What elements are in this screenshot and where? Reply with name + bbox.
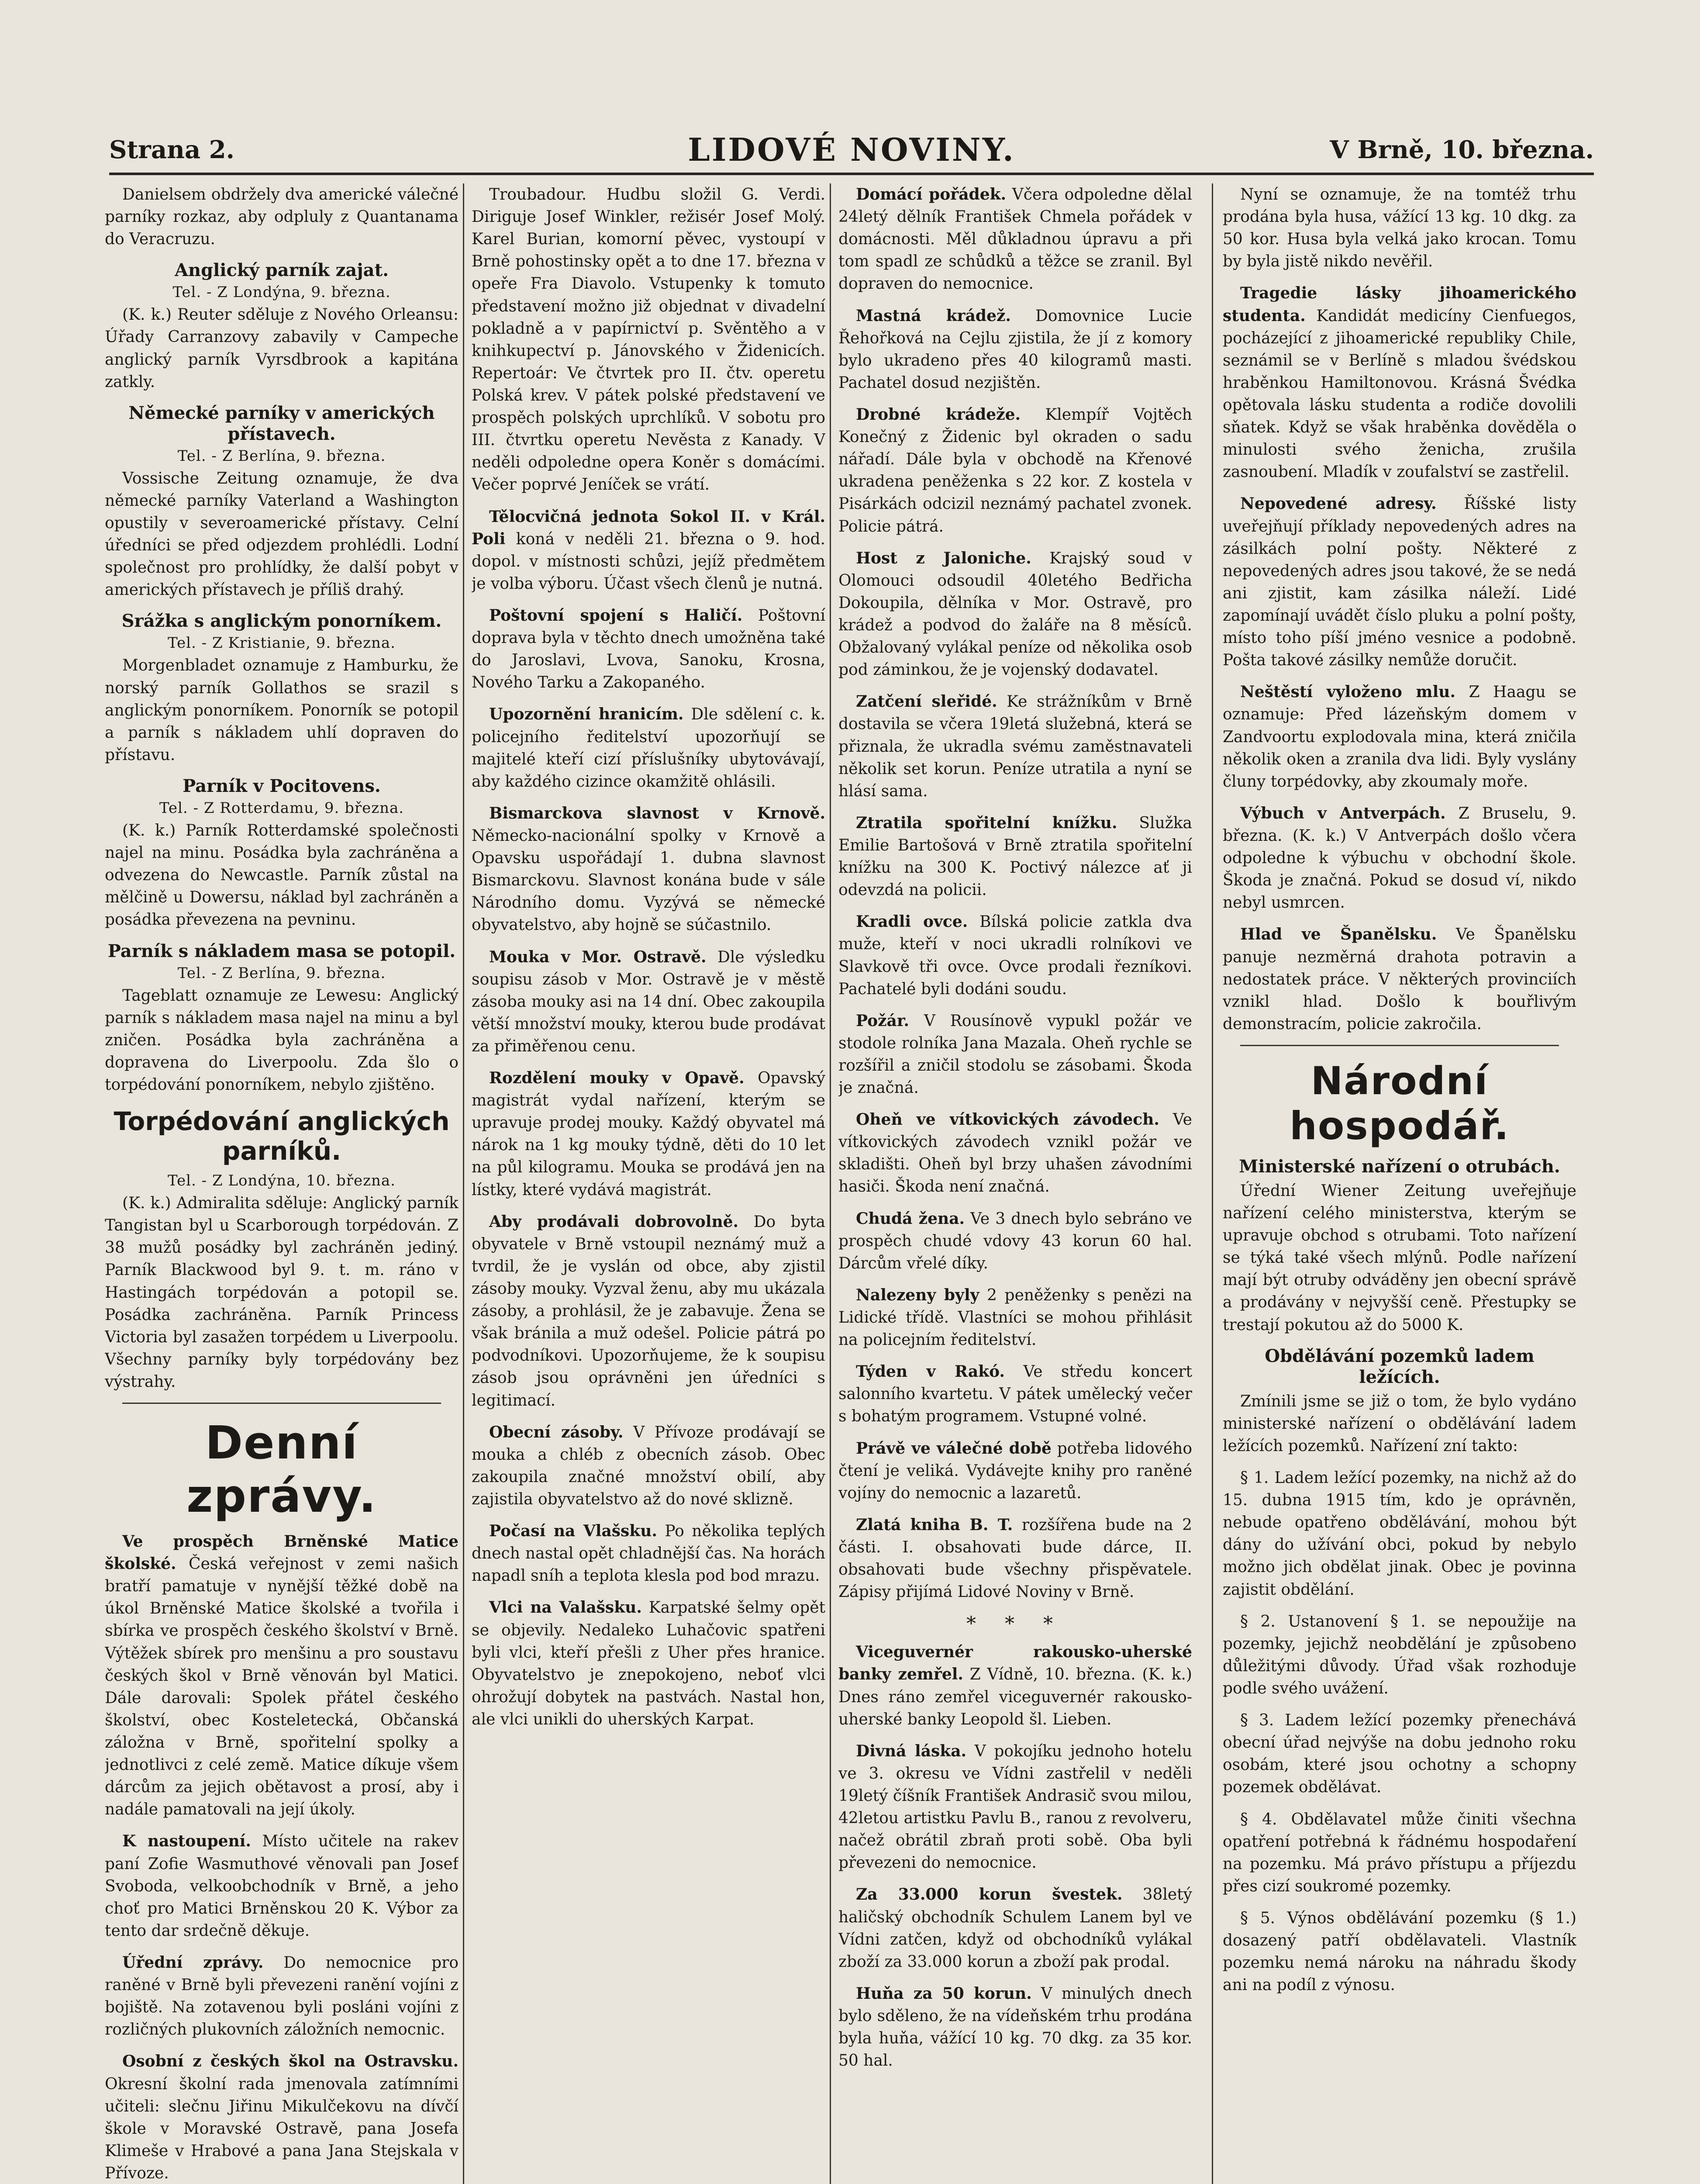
article (838, 1208, 1192, 1275)
article (1223, 1180, 1576, 1336)
article-lead: Oheň ve vítkovických závodech. (856, 1110, 1159, 1129)
article (838, 547, 1192, 681)
article-body: 2 peněženky s penězi na Lidické třídě. Vlastníci se mohou přihlásit na policejním ředitelství. (838, 1286, 1192, 1349)
article-lead: Ve prospěch Brněnské Matice školské. (105, 1532, 459, 1573)
section-subheading: Ministerské nařízení o otrubách. (1239, 1156, 1560, 1177)
article-lead: Nalezeny byly (856, 1286, 979, 1304)
article-body: Ke strážníkům v Brně dostavila se včera 19letá služebná, která se přiznala, že ukradla svému zaměstnavateli několik set korun. Peníze utratila a nyní se hlásí sama. (838, 693, 1192, 800)
article (472, 605, 825, 694)
article (838, 1284, 1192, 1351)
article-body: Ve Španělsku panuje nezměrná drahota potravin a nedostatek práce. V některých provinciích vznikl hlad. Došlo k bouřlivým demonstracím, policie zakročila. (1223, 926, 1576, 1033)
article-lead: Poštovní spojení s Haličí. (489, 606, 743, 625)
article (105, 403, 459, 601)
article-dateline: Z Vídně, 10. března. (K. k.) (969, 1666, 1192, 1684)
article-body: Kandidát medicíny Cienfuegos, pocházející z jihoamerické republiky Chile, seznámil se v Berlíně s mladou švédskou hraběnkou Hamiltonovou. Krásná Švédka opětovala lásku studenta a rodiče dovolili sňatek. Když se však hraběnka dověděla o minulosti svého ženicha, zrušila zasnoubení. Mladík v zoufalství se zastřelil. (1223, 307, 1576, 481)
article-lead: Chudá žena. (856, 1209, 965, 1228)
article-lead: Obecní zásoby. (489, 1423, 624, 1441)
article-lead: Neštěstí vyloženo mlu. (1240, 683, 1455, 702)
article-lead: Počasí na Vlašsku. (489, 1522, 657, 1541)
article-lead: Zlatá kniha B. T. (856, 1515, 1013, 1534)
article-title: Německé parníky v amerických přístavech. (128, 402, 435, 444)
article-body: Německo-nacionální spolky v Krnově a Opavsku uspořádají 1. dubna slavnost Bismarckovu. Slavnost konána bude v sále Národního domu. Vyzývá se německé obyvatelstvo, aby hojně se súčastnilo. (472, 826, 825, 934)
article (105, 611, 459, 766)
article-body: Bílská policie zatkla dva muže, kteří v noci ukradli rolníkovi ve Slavkově tři ovce. Ovce prodali řezníkovi. Pachatelé byli dodáni soudu. (838, 913, 1192, 998)
article-body: V pokojíku jednoho hotelu ve 3. okresu ve Vídni zastřelil v neděli 19letý číšník František Andrasič svou milou, 42letou artistku Pavlu B., ranou z revolveru, načež obrátil zbraň proti sobě. Oba byli převezeni do nemocnice. (838, 1742, 1192, 1872)
article-body: Dnes ráno zemřel viceguvernér rakousko-uherské banky Leopold šl. Lieben. (838, 1688, 1192, 1728)
article (105, 2050, 459, 2184)
article-body: rozšířena bude na 2 části. I. obsahovati bude dárce, II. obsahovati bude všechny přispěvatele. Zápisy přijímá Lidové Noviny v Brně. (838, 1516, 1192, 1601)
article (472, 1421, 825, 1510)
article-body: Nyní se oznamuje, že na tomtéž trhu prodána byla husa, vážící 13 kg. 10 dkg. za 50 kor. Husa byla velká jako krocan. Tomu by byla jistě nikdo nevěřil. (1223, 186, 1576, 271)
article (105, 1106, 459, 1393)
article-body: (K. k.) Reuter sděluje z Nového Orleansu: Úřady Carranzovy zabavily v Campeche anglický parník Vyrsdbrook a kapitána zatkly. (105, 306, 459, 391)
article-lead: Právě ve válečné době (856, 1439, 1052, 1458)
column-rule (463, 183, 464, 2184)
article-body: Karpatské šelmy opět se objevily. Nedaleko Luhačovic spatřeni byli vlci, kteří přešli z Uher přes hranice. Obyvatelstvo je znepokojeno, neboť vlci ohrožují dobytek na pastvách. Nastal hon, ale vlci unikli do uherských Karpat. (472, 1599, 825, 1728)
article-dateline: Tel. - Z Rotterdamu, 9. března. (159, 799, 404, 817)
article-dateline: Tel. - Z Kristianie, 9. března. (168, 634, 396, 652)
article-body: Tageblatt oznamuje ze Lewesu: Anglický parník s nákladem masa najel na minu a byl zničen. Posádka byla zachráněna a dopravena do Liverpoolu. Zda šlo o torpédování ponorníkem, nebylo zjištěno. (105, 986, 459, 1094)
article (838, 1361, 1192, 1427)
article (838, 691, 1192, 802)
article-lead: Mastná krádež. (856, 306, 1011, 325)
article (472, 703, 825, 792)
article (1223, 282, 1576, 483)
article (838, 911, 1192, 1000)
article-body: Do nemocnice pro raněné v Brně byli převezeni ranění vojíni z bojiště. Na zotavenou byli posláni vojíni z rozličných plukovních záložních nemocnic. (105, 1954, 459, 2039)
article-body: V minulých dnech bylo sděleno, že na vídeňském trhu prodána byla huňa, vážící 10 kg. 70 dkg. za 35 kor. 50 hal. (838, 1984, 1192, 2070)
page-header (109, 131, 1594, 175)
article-title: Srážka s anglickým ponorníkem. (121, 611, 442, 632)
article-lead: Mouka v Mor. Ostravě. (489, 947, 707, 966)
article-lead: Osobní z českých škol na Ostravsku. (122, 2052, 459, 2071)
article-body: Domovnice Lucie Řehořková na Cejlu zjistila, že jí z komory bylo ukradeno přes 40 kilogramů masti. Pachatel dosud nezjištěn. (838, 307, 1192, 392)
article-body: Místo učitele na rakev paní Zofie Wasmuthové věnovali pan Josef Svoboda, velkoobchodník v Brně, a jeho choť pro Matici Brněnskou 20 K. Výbor za tento dar srdečně děkuje. (105, 1832, 459, 1940)
article (838, 1983, 1192, 2072)
article-body: Troubadour. Hudbu složil G. Verdi. Diriguje Josef Winkler, režisér Josef Molý. Karel Burian, komorní pěvec, vystoupí v Brně pohostinsky opět a to dne 17. března v opeře Fra Diavolo. Vstupenky k tomuto představení možno již objednat v divadelní pokladně a v papírnictví p. Svěntěho a v knihkupectví p. Jánovského v Židenicích. Repertoár: Ve čtvrtek pro II. čtv. operetu Polská krev. V pátek polské představení ve prospěch polských uprchlíků. V sobotu pro III. čtvrtku operetu Nevěsta z Kanady. V neděli odpoledne opera Koněr s domácími. Večer poprvé Jeníček se vrátí. (472, 186, 825, 494)
article (472, 183, 825, 496)
article-body: Vossische Zeitung oznamuje, že dva německé parníky Vaterland a Washington opustily v severoamerické přístavy. Celní úředníci se před odjezdem prohlédli. Lodní společnost pro prohlídky, že další pobyt v amerických přístavech je příliš drahý. (105, 469, 459, 599)
article-title: Parník s nákladem masa se potopil. (107, 940, 456, 961)
article-body: potřeba lidového čtení je veliká. Vydávejte knihy pro raněné vojíny do nemocnic a lazaretů. (838, 1439, 1192, 1502)
article-body: 38letý haličský obchodník Schulem Lanem byl ve Vídni zatčen, když od obchodníků vylákal zboží za 33.000 korun a zboží pak prodal. (838, 1886, 1192, 1971)
article (838, 1109, 1192, 1198)
page-number: Strana 2. (109, 135, 235, 164)
article (1223, 1467, 1576, 1601)
article-lead: Viceguvernér rakousko-uherské banky zemřel. (838, 1643, 1192, 1684)
article (838, 1883, 1192, 1973)
article-dateline: Tel. - Z Berlína, 9. března. (177, 447, 386, 465)
article-body: Ve středu koncert salonního kvartetu. V pátek umělecký večer s bohatým programem. Vstupné volné. (838, 1363, 1192, 1426)
article-dateline: Tel. - Z Londýna, 9. března. (172, 283, 391, 301)
section-heading: Denní zprávy. (186, 1416, 377, 1523)
article-title: Parník v Pocitovens. (183, 775, 381, 796)
dateline: V Brně, 10. března. (1330, 135, 1594, 164)
article (1223, 1808, 1576, 1897)
article (472, 1067, 825, 1201)
article (838, 1438, 1192, 1504)
article-lead: Vlci na Valašsku. (489, 1598, 642, 1617)
article-body: koná v neděli 21. března o 9. hod. dopol. v místnosti schůzi, jejíž předmětem je volba výboru. Účast všech členů je nutná. (472, 530, 825, 593)
article-body: (K. k.) Admiralita sděluje: Anglický parník Tangistan byl u Scarborough torpédován. Z 38 mužů posádky byl zachráněn jediný. Parník Blackwood byl 9. t. m. ráno v Hastingách torpédován a potopil se. Posádka zachráněna. Parník Princess Victoria byl zasažen torpédem u Liverpoolu. Všechny parníky byly torpédovány bez výstrahy. (105, 1194, 459, 1391)
article-body: (K. k.) Parník Rotterdamské společnosti najel na minu. Posádka byla zachráněna a odvezena do Newcastle. Parník zůstal na mělčině u Dowersu, náklad byl zachráněn a posádka převezena na pevninu. (105, 821, 459, 929)
article-lead: Domácí pořádek. (856, 185, 1007, 204)
article-lead: Tragedie lásky jihoamerického studenta. (1223, 284, 1576, 325)
article (1223, 183, 1576, 273)
article-lead: Hlad ve Španělsku. (1240, 925, 1437, 944)
article-lead: Požár. (856, 1011, 910, 1030)
article-body: Včera odpoledne dělal 24letý dělník František Chmela pořádek v domácnosti. Měl důkladnou úpravu a při tom spadl ze schůdků a těžce se zranil. Byl dopraven do nemocnice. (838, 186, 1192, 293)
divider (1240, 1045, 1559, 1046)
article (1223, 1610, 1576, 1700)
article-body: Ve 3 dnech bylo sebráno ve prospěch chudé vdovy 43 korun 60 hal. Dárcům vřelé díky. (838, 1209, 1192, 1272)
article-body: Česká veřejnost v zemi našich bratří pamatuje v nynější těžké době na úkol Brněnské Matice školské a tvořila i sbírka ve prospěch českého školství v Brně. Výtěžek sbírek pro menšinu a pro soustavu českých škol v Brně věnován byl Matici. Dále darovali: Spolek přátel českého školství, obec Kosteletecká, Občanská záložna v Brně, spořitelní spolky a jednotlivci z celé země. Matice díkuje všem dárcům za jejich obětavost a prosí, aby i nadále pamatovali na její úkoly. (105, 1555, 459, 1819)
article (838, 404, 1192, 538)
article (838, 1740, 1192, 1874)
article (105, 941, 459, 1096)
article-lead: Host z Jaloniche. (856, 549, 1031, 567)
column-3 (838, 183, 1192, 2184)
article (105, 1531, 459, 1821)
article-body: V Rousínově vypukl požár ve stodole rolníka Jana Mazala. Oheň rychle se rozšířil a zničil stodolu se zásobami. Škoda je značná. (838, 1012, 1192, 1097)
column-2 (472, 183, 825, 2184)
article-body: Klempíř Vojtěch Konečný z Židenic byl okraden o sadu nářadí. Dále byla v obchodě na Křenové ukradena peněženka s 22 kor. Z kostela v Pisárkách odcizil neznámý pachatel zvonek. Policie pátrá. (838, 405, 1192, 536)
article (1223, 493, 1576, 671)
article-body: Po několika teplých dnech nastal opět chladnější čas. Na horách napadl sníh a teplota klesla pod bod mrazu. (472, 1522, 825, 1585)
article-lead: Týden v Rakó. (856, 1362, 1005, 1381)
article (838, 305, 1192, 394)
article-body: Poštovní doprava byla v těchto dnech umožněna také do Jaroslavi, Lvova, Sanoku, Krosna, Nového Tarku a Zakopaného. (472, 606, 825, 692)
article-body: § 4. Obdělavatel může činiti všechna opatření potřebná k řádnému hospodaření na pozemku. Má právo přístupu a příjezdu přes cizí soukromé pozemky. (1223, 1810, 1576, 1895)
column-rule (830, 183, 831, 2184)
article (472, 1597, 825, 1731)
article (838, 812, 1192, 901)
article (472, 1520, 825, 1587)
article-body: § 2. Ustanovení § 1. se nepoužije na pozemky, jejichž neobdělání je způsobeno důležitými důvody. Úřad však rozhoduje podle svého uvážení. (1223, 1612, 1576, 1698)
article-title: Anglický parník zajat. (174, 260, 389, 281)
article-lead: Aby prodávali dobrovolně. (489, 1212, 739, 1231)
article-lead: Výbuch v Antverpách. (1240, 804, 1446, 822)
article-lead: Bismarckova slavnost v Krnově. (489, 804, 825, 822)
article (105, 1952, 459, 2041)
article (838, 1641, 1192, 1730)
article-body: Okresní školní rada jmenovala zatímními učiteli: slečnu Jiřinu Mikulčekovu na dívčí škole v Moravské Ostravě, pana Josefa Klimeše v Hrabové a pana Jana Stejskala v Přívoze. (105, 2075, 459, 2182)
article-lead: Nepovedené adresy. (1240, 494, 1437, 513)
article-dateline: Tel. - Z Londýna, 10. března. (168, 1172, 396, 1190)
article-lead: Zatčení sleřidé. (856, 692, 997, 711)
article-body: Říšské listy uveřejňují příklady nepovedených adres na zásilkách polní pošty. Některé z nepovedených adres jsou takové, že se nedá ani zjistit, kam zásilka náleží. Lidé zapomínají uvádět číslo pluku a polní pošty, místo toho píší jméno vesnice a podobně. Pošta takové zásilky nemůže doručit. (1223, 495, 1576, 670)
article-title: Torpédování anglických parníků. (114, 1106, 450, 1166)
article-body: Danielsem obdržely dva americké válečné parníky rozkaz, aby odpluly z Quantanama do Veracruzu. (105, 186, 459, 249)
article-lead: Kradli ovce. (856, 912, 968, 931)
article-body: Do byta obyvatele v Brně vstoupil neznámý muž a tvrdil, že je vyslán od obce, aby zjistil zásoby mouky. Vyzval ženu, aby mu ukázala zásoby, a prohlásil, že je zabavuje. Žena se však bránila a muž odešel. Policie pátrá po podvodníkovi. Upozorňujeme, že k soupisu zásob jsou oprávněni jen úředníci s legitimací. (472, 1213, 825, 1410)
article-body: § 3. Ladem ležící pozemky přenechává obecní úřad nejvýše na dobu jednoho roku osobám, které jsou ochotny a schopny pozemek obdělávat. (1223, 1711, 1576, 1797)
article-body: Morgenbladet oznamuje z Hamburku, že norský parník Gollathos se srazil s anglickým ponorníkem. Ponorník se potopil a parník s nákladem uhlí dopraven do přístavu. (105, 657, 459, 764)
article (838, 1010, 1192, 1099)
article-body: Úřední Wiener Zeitung uveřejňuje nařízení celého ministerstva, kterým se upravuje obchod s otrubami. Toto nařízení se týká také všech mlýnů. Podle nařízení mají být otruby odváděny jen obecní správě a prodávány v nejvyšší ceně. Přestupky se trestají pokutou až do 5000 K. (1223, 1182, 1576, 1334)
article-body: Opavský magistrát vydal nařízení, kterým se upravuje prodej mouky. Každý obyvatel má nárok na 1 kg mouky týdně, děti do 10 let na půl kilogramu. Mouka se prodává jen na lístky, které vydává magistrát. (472, 1069, 825, 1199)
article-body: Dle výsledku soupisu zásob v Mor. Ostravě je v městě zásoba mouky asi na 14 dní. Obec zakoupila větší množství mouky, kterou bude prodávat za přiměřenou cenu. (472, 948, 825, 1055)
article-lead: Upozornění hranicím. (489, 705, 684, 724)
article (1223, 1709, 1576, 1798)
column-rule (1212, 183, 1213, 2184)
article-dateline: Z Bruselu, 9. března. (K. k.) (1223, 804, 1576, 845)
article (838, 1514, 1192, 1603)
article (1223, 1907, 1576, 1996)
article (1223, 681, 1576, 793)
article-body: Krajský soud v Olomouci odsoudil 40letého Bedřicha Dokoupila, dělníka v Mor. Ostravě, pro krádež a podvod do žaláře na 8 měsíců. Obžalovaný vylákal peníze od několika osob pod záminkou, že je vojenský dodavatel. (838, 549, 1192, 679)
article-lead: K nastoupení. (122, 1832, 251, 1851)
article-body: § 5. Výnos obdělávání pozemku (§ 1.) dosazený patří obdělavateli. Vlastník pozemku nemá nároku na náhradu škody ani na podíl z výnosu. (1223, 1909, 1576, 1994)
article (472, 506, 825, 595)
article (472, 1211, 825, 1412)
article-lead: Rozdělení mouky v Opavě. (489, 1069, 745, 1088)
article-body: V Přívoze prodávají se mouka a chléb z obecních zásob. Obec zakoupila značné množství obilí, aby zajistila obyvatelstvo až do nové sklizně. (472, 1423, 825, 1509)
article (105, 260, 459, 393)
article (105, 1830, 459, 1942)
article-lead: Huňa za 50 korun. (856, 1984, 1032, 2003)
article (838, 183, 1192, 295)
article-body: Dle sdělení c. k. policejního ředitelství upozorňují se majitelé kteří cizí příslušníky ubytovávají, aby každého cizince okamžitě ohlásili. (472, 705, 825, 791)
article-body: Ve vítkovických závodech vznikl požár ve skladišti. Oheň byl brzy uhašen závodními hasiči. Škoda není značná. (838, 1111, 1192, 1196)
divider (122, 1403, 441, 1404)
article (472, 946, 825, 1058)
article (1223, 802, 1576, 914)
article-lead: Tělocvičná jednota Sokol II. v Král. Poli (472, 507, 825, 548)
article (105, 183, 459, 250)
column-4 (1223, 183, 1576, 2184)
article (1223, 1346, 1576, 1457)
article-title: Obdělávání pozemků ladem ležících. (1265, 1345, 1534, 1387)
article-lead: Za 33.000 korun švestek. (856, 1885, 1123, 1904)
article-body: V Antverpách došlo včera odpoledne k výbuchu v obchodní škole. Škoda je značná. Pokud se dosud ví, nikdo nebyl usmrcen. (1223, 826, 1576, 912)
article-body: § 1. Ladem ležící pozemky, na nichž až do 15. dubna 1915 tím, kdo je oprávněn, nebude opatřeno obdělávání, mohou být dány do užívání obci, pokud by nebylo možno jich obdělat jinak. Obec je povinna zajistit obdělání. (1223, 1469, 1576, 1599)
article-lead: Ztratila spořitelní knížku. (856, 813, 1117, 832)
article-body: Z Haagu se oznamuje: Před lázeňským domem v Zandvoortu explodovala mina, která zničila několik oken a zranila dva lidi. Byly vyslány čluny torpédovky, aby zkoumaly moře. (1223, 683, 1576, 791)
article (1223, 923, 1576, 1035)
article-lead: Divná láska. (856, 1742, 967, 1760)
column-1 (105, 183, 459, 2184)
section-heading: Národní hospodář. (1290, 1058, 1510, 1148)
article-lead: Drobné krádeže. (856, 405, 1021, 424)
article-body: Služka Emilie Bartošová v Brně ztratila spořitelní knížku na 300 K. Poctivý nálezce ať ji odevzdá na policii. (838, 814, 1192, 899)
article-dateline: Tel. - Z Berlína, 9. března. (177, 964, 386, 982)
asterism-divider: * * * (966, 1613, 1064, 1635)
article-lead: Úřední zprávy. (122, 1953, 264, 1972)
article (105, 776, 459, 931)
article-body: Zmínili jsme se již o tom, že bylo vydáno ministerské nařízení o obdělávání ladem ležících pozemků. Nařízení zní takto: (1223, 1392, 1576, 1455)
article (472, 802, 825, 936)
masthead-title: LIDOVÉ NOVINY. (688, 131, 1015, 168)
